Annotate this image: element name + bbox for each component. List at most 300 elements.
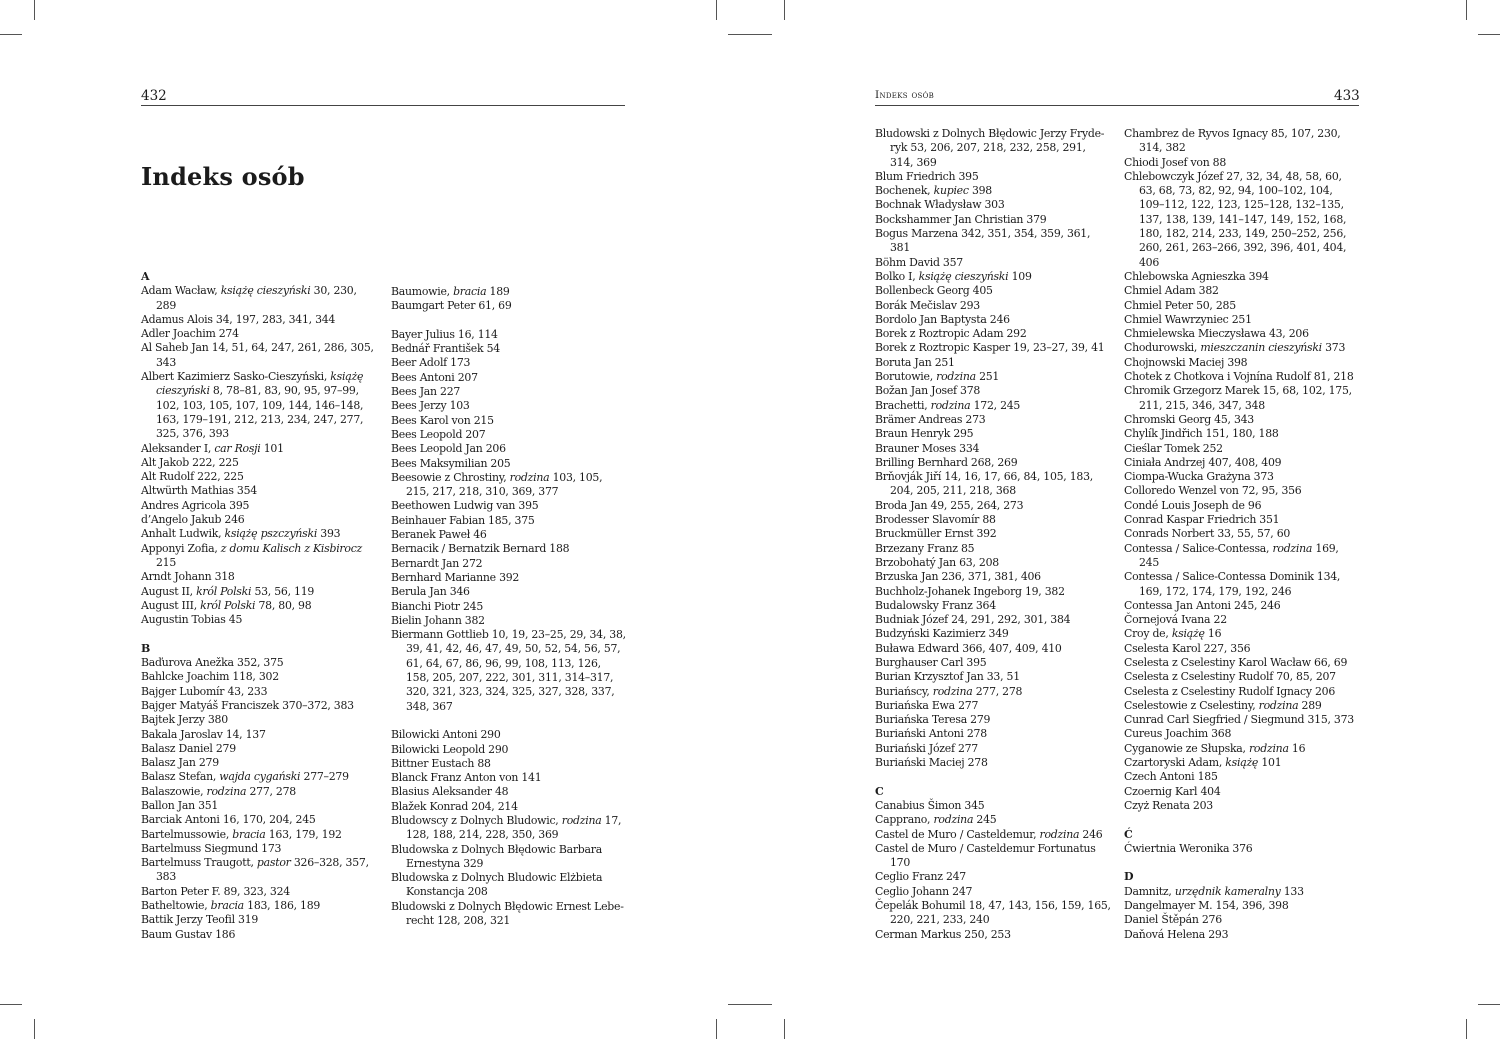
index-entry — [1124, 842, 1360, 856]
page-title: Indeks osób — [141, 162, 305, 191]
index-entry — [875, 184, 1111, 198]
entry-name: Bielin Johann 382 — [391, 613, 485, 627]
index-entry — [391, 843, 627, 872]
header-rule — [875, 105, 1359, 106]
entry-name: Balasz Daniel 279 — [141, 741, 236, 755]
entry-name: Buriańska Ewa 277 — [875, 698, 979, 712]
index-entry — [1124, 499, 1360, 513]
index-entry — [1124, 928, 1360, 942]
index-entry — [1124, 913, 1360, 927]
entry-descriptor: urzędnik kameralny — [1174, 884, 1281, 898]
entry-name: Chromski Georg 45, 343 — [1124, 412, 1254, 426]
index-entry — [1124, 442, 1360, 456]
index-entry — [1124, 799, 1360, 813]
index-entry — [391, 299, 627, 313]
index-entry — [1124, 327, 1360, 341]
entry-name: August III, — [141, 598, 201, 612]
index-entry — [1124, 899, 1360, 913]
section-gap — [141, 627, 377, 641]
index-entry — [875, 842, 1111, 871]
entry-name: Bilowicki Leopold 290 — [391, 742, 509, 756]
entry-name: Biermann Gottlieb 10, 19, 23–25, 29, 34, 38, 39, 41, 42, 46, 47, 49, 50, 52, 54, 56, 57, 61, 64, 67, 86, 96, 99, 108, 113, 126, 158, 205, 207, 222, 301, 311, 314–317, 320, 321, 323, 324, 325, 327, 328, 337, 348, 367 — [391, 628, 626, 713]
entry-name: Bees Leopold 207 — [391, 427, 486, 441]
right-page — [750, 0, 1500, 1039]
entry-name: Bernhard Marianne 392 — [391, 570, 520, 584]
entry-page-refs: 16 — [1204, 627, 1222, 641]
entry-descriptor: rodzina — [930, 398, 971, 412]
section-gap — [1124, 856, 1360, 870]
index-letter-heading: Ć — [1124, 827, 1133, 841]
index-entry — [1124, 370, 1360, 384]
index-entry — [391, 457, 627, 471]
entry-name: Brodesser Slavomír 88 — [875, 513, 996, 527]
entry-name: Condé Louis Joseph de 96 — [1124, 498, 1262, 512]
entry-name: Bittner Eustach 88 — [391, 756, 491, 770]
entry-page-refs: 398 — [968, 184, 992, 198]
entry-name: Burian Krzysztof Jan 33, 51 — [875, 670, 1020, 684]
index-entry — [875, 813, 1111, 827]
index-entry — [875, 356, 1111, 370]
index-entry — [391, 814, 627, 843]
entry-descriptor: rodzina — [1272, 541, 1313, 555]
index-entry — [391, 800, 627, 814]
entry-page-refs: 289 — [1298, 698, 1322, 712]
entry-name: Borek z Roztropic Adam 292 — [875, 327, 1027, 341]
index-entry — [1124, 656, 1360, 670]
entry-name: Castel de Muro / Casteldemur Fortunatus 170 — [875, 841, 1096, 870]
entry-descriptor: książę pszczyński — [224, 527, 318, 541]
entry-name: Cureus Joachim 368 — [1124, 727, 1232, 741]
entry-name: Čornejová Ivana 22 — [1124, 613, 1227, 627]
entry-name: Blum Friedrich 395 — [875, 169, 979, 183]
index-entry — [141, 899, 377, 913]
entry-name: Beranek Paweł 46 — [391, 528, 487, 542]
entry-descriptor: wajda cygański — [219, 770, 301, 784]
entry-descriptor: bracia — [232, 827, 266, 841]
entry-name: Bruckmüller Ernst 392 — [875, 527, 997, 541]
index-entry — [141, 585, 377, 599]
index-entry — [141, 699, 377, 713]
entry-name: Chlebowska Agnieszka 394 — [1124, 269, 1269, 283]
entry-name: Bartelmuss Traugott, — [141, 856, 257, 870]
entry-name: Cerman Markus 250, 253 — [875, 927, 1011, 941]
entry-name: Chojnowski Maciej 398 — [1124, 355, 1248, 369]
entry-name: Ballon Jan 351 — [141, 798, 219, 812]
index-entry — [141, 484, 377, 498]
entry-name: Braun Henryk 295 — [875, 427, 974, 441]
index-entry — [141, 313, 377, 327]
index-entry — [391, 785, 627, 799]
section-gap — [391, 314, 627, 328]
index-entry — [391, 557, 627, 571]
entry-name: Canabius Šimon 345 — [875, 798, 985, 812]
index-entry — [141, 570, 377, 584]
index-entry — [1124, 456, 1360, 470]
entry-name: Brzobohatý Jan 63, 208 — [875, 555, 999, 569]
index-entry — [1124, 413, 1360, 427]
entry-page-refs: 109 — [1008, 269, 1032, 283]
index-letter-heading: A — [141, 270, 150, 283]
entry-page-refs: 17, 128, 188, 214, 228, 350, 369 — [406, 813, 622, 842]
entry-page-refs: 373 — [1321, 341, 1346, 355]
index-entry — [391, 571, 627, 585]
index-entry — [141, 670, 377, 684]
index-entry — [875, 727, 1111, 741]
index-entry — [875, 556, 1111, 570]
index-entry — [1124, 642, 1360, 656]
entry-name: Budniak Józef 24, 291, 292, 301, 384 — [875, 613, 1071, 627]
entry-name: Blažek Konrad 204, 214 — [391, 799, 518, 813]
entry-name: Barciak Antoni 16, 170, 204, 245 — [141, 813, 316, 827]
entry-name: Czyż Renata 203 — [1124, 798, 1213, 812]
entry-name: Borutowie, — [875, 370, 937, 384]
index-entry — [391, 514, 627, 528]
entry-name: Brämer Andreas 273 — [875, 412, 986, 426]
entry-name: Bolko I, — [875, 269, 919, 283]
index-entry — [875, 685, 1111, 699]
index-entry — [1124, 785, 1360, 799]
entry-name: Contessa / Salice-Contessa, — [1124, 541, 1273, 555]
index-entry — [1124, 670, 1360, 684]
entry-descriptor: książę cieszyński — [918, 269, 1009, 283]
index-entry — [875, 928, 1111, 942]
index-letter-heading: C — [875, 784, 884, 798]
entry-name: Buriański Antoni 278 — [875, 727, 987, 741]
entry-name: Brňovják Jiří 14, 16, 17, 66, 84, 105, 183, 204, 205, 211, 218, 368 — [875, 470, 1093, 498]
index-entry — [391, 628, 627, 714]
page-number: 432 — [141, 88, 167, 104]
entry-name: Cselestowie z Cselestiny, — [1124, 698, 1259, 712]
entry-name: Bees Antoni 207 — [391, 370, 478, 384]
entry-name: Daniel Štěpán 276 — [1124, 913, 1222, 927]
entry-name: August II, — [141, 584, 197, 598]
entry-page-refs: 246 — [1079, 827, 1103, 841]
index-entry — [391, 385, 627, 399]
entry-name: Broda Jan 49, 255, 264, 273 — [875, 498, 1024, 512]
entry-name: Contessa Jan Antoni 245, 246 — [1124, 598, 1281, 612]
index-entry — [875, 270, 1111, 284]
entry-descriptor: mieszczanin cieszyński — [1200, 341, 1322, 355]
index-entry — [875, 413, 1111, 427]
index-entry — [1124, 270, 1360, 284]
entry-name: Bollenbeck Georg 405 — [875, 284, 993, 298]
entry-name: Buriański Maciej 278 — [875, 756, 988, 770]
index-letter-heading: B — [141, 641, 151, 655]
entry-name: Bernardt Jan 272 — [391, 556, 483, 570]
index-entry — [875, 613, 1111, 627]
entry-name: Bahlcke Joachim 118, 302 — [141, 670, 279, 684]
index-entry — [875, 384, 1111, 398]
entry-name: Czech Antoni 185 — [1124, 770, 1218, 784]
entry-name: Balasz Stefan, — [141, 770, 220, 784]
entry-name: Bees Maksymilian 205 — [391, 456, 511, 470]
entry-name: Brachetti, — [875, 398, 931, 412]
entry-name: Bakala Jaroslav 14, 137 — [141, 727, 266, 741]
index-entry — [1124, 384, 1360, 413]
entry-page-refs: 215 — [156, 555, 177, 569]
index-entry — [1124, 570, 1360, 599]
index-entry — [875, 227, 1111, 256]
index-entry — [875, 513, 1111, 527]
entry-page-refs: 169, 245 — [1139, 541, 1339, 569]
index-entry — [391, 428, 627, 442]
entry-name: Chiodi Josef von 88 — [1124, 155, 1227, 169]
index-entry — [391, 900, 627, 929]
index-entry — [875, 127, 1111, 170]
index-entry — [875, 570, 1111, 584]
entry-name: Alt Rudolf 222, 225 — [141, 470, 244, 484]
index-entry — [1124, 727, 1360, 741]
entry-page-refs: 393 — [317, 527, 341, 541]
entry-name: Brauner Moses 334 — [875, 441, 980, 455]
entry-name: Beethowen Ludwig van 395 — [391, 499, 539, 513]
index-entry — [1124, 127, 1360, 156]
section-gap — [1124, 813, 1360, 827]
entry-name: Colloredo Wenzel von 72, 95, 356 — [1124, 484, 1302, 498]
index-entry — [875, 327, 1111, 341]
index-entry — [875, 284, 1111, 298]
entry-name: Contessa / Salice-Contessa Dominik 134, 169, 172, 174, 179, 192, 246 — [1124, 570, 1341, 598]
entry-name: Adam Wacław, — [141, 284, 221, 298]
index-entry — [141, 442, 377, 456]
index-entry — [1124, 613, 1360, 627]
entry-descriptor: książę cieszyński — [156, 370, 364, 398]
entry-descriptor: rodzina — [933, 813, 974, 827]
index-entry — [391, 585, 627, 599]
index-entry — [875, 341, 1111, 355]
index-entry — [875, 456, 1111, 470]
entry-name: Brzezany Franz 85 — [875, 541, 975, 555]
entry-page-refs: 16 — [1288, 741, 1306, 755]
index-entry — [1124, 356, 1360, 370]
entry-name: Bees Jerzy 103 — [391, 399, 470, 413]
entry-name: Cieślar Tomek 252 — [1124, 441, 1223, 455]
entry-page-refs: 133 — [1280, 884, 1304, 898]
entry-name: Blanck Franz Anton von 141 — [391, 771, 542, 785]
index-entry — [875, 670, 1111, 684]
index-entry — [141, 527, 377, 541]
index-entry — [141, 499, 377, 513]
index-entry — [1124, 685, 1360, 699]
entry-name: Croy de, — [1124, 627, 1172, 641]
index-entry — [1124, 742, 1360, 756]
entry-name: Batheltowie, — [141, 899, 211, 913]
index-entry — [141, 327, 377, 341]
entry-name: Čepelák Bohumil 18, 47, 143, 156, 159, 165, 220, 221, 233, 240 — [875, 899, 1111, 927]
entry-name: Blasius Aleksander 48 — [391, 785, 509, 799]
index-entry — [141, 513, 377, 527]
entry-descriptor: książę — [1225, 756, 1259, 770]
index-entry — [391, 285, 627, 299]
entry-name: Ćwiertnia Weronika 376 — [1124, 841, 1253, 855]
index-entry — [875, 299, 1111, 313]
entry-name: Baum Gustav 186 — [141, 927, 236, 941]
entry-page-refs: 30, 230, 289 — [156, 284, 357, 312]
entry-name: Bordolo Jan Baptysta 246 — [875, 312, 1010, 326]
entry-name: Borek z Roztropic Kasper 19, 23–27, 39, 41 — [875, 341, 1105, 355]
index-entry — [1124, 427, 1360, 441]
entry-page-refs: 8, 78–81, 83, 90, 95, 97–99, 102, 103, 105, 107, 109, 144, 146–148, 163, 179–191, 212, 213, 234, 247, 277, 325, 376, 393 — [156, 384, 364, 441]
entry-page-refs: 277–279 — [300, 770, 349, 784]
index-entry — [141, 913, 377, 927]
index-column-4 — [1124, 127, 1360, 942]
index-entry — [1124, 756, 1360, 770]
index-entry — [391, 528, 627, 542]
index-column-2 — [391, 285, 627, 928]
entry-descriptor: książę — [1171, 627, 1205, 641]
index-entry — [875, 213, 1111, 227]
index-entry — [875, 427, 1111, 441]
entry-descriptor: pastor — [256, 856, 291, 870]
entry-name: Burghauser Carl 395 — [875, 655, 987, 669]
index-entry — [875, 470, 1111, 499]
index-entry — [391, 871, 627, 900]
entry-page-refs: 172, 245 — [970, 398, 1021, 412]
index-entry — [875, 198, 1111, 212]
entry-descriptor: król Polski — [196, 584, 252, 598]
index-entry — [1124, 513, 1360, 527]
index-entry — [141, 685, 377, 699]
index-entry — [391, 356, 627, 370]
index-entry — [1124, 527, 1360, 541]
entry-name: Chambrez de Ryvos Ignacy 85, 107, 230, 314, 382 — [1124, 127, 1341, 155]
index-entry — [1124, 299, 1360, 313]
index-entry — [141, 770, 377, 784]
entry-name: Budzyński Kazimierz 349 — [875, 627, 1009, 641]
entry-name: Budalowsky Franz 364 — [875, 598, 996, 612]
entry-name: Chmiel Adam 382 — [1124, 284, 1219, 298]
index-entry — [141, 542, 377, 571]
index-column-3 — [875, 127, 1111, 942]
entry-name: Bogus Marzena 342, 351, 354, 359, 361, 381 — [875, 227, 1091, 255]
entry-name: Borák Mečislav 293 — [875, 298, 980, 312]
index-entry — [875, 742, 1111, 756]
entry-name: Beinhauer Fabian 185, 375 — [391, 513, 535, 527]
entry-name: Czartoryski Adam, — [1124, 756, 1226, 770]
index-entry — [141, 613, 377, 627]
index-entry — [1124, 484, 1360, 498]
index-entry — [141, 813, 377, 827]
entry-name: Czoernig Karl 404 — [1124, 784, 1221, 798]
index-entry — [141, 284, 377, 313]
index-letter-heading: D — [1124, 870, 1134, 884]
index-entry — [391, 743, 627, 757]
index-entry — [1124, 627, 1360, 641]
entry-name: Bludowska z Dolnych Bludowic Elżbieta Konstancja 208 — [391, 871, 603, 899]
index-entry — [1124, 713, 1360, 727]
entry-name: Beer Adolf 173 — [391, 356, 471, 370]
entry-name: Bees Leopold Jan 206 — [391, 442, 506, 456]
entry-name: Chodurowski, — [1124, 341, 1201, 355]
entry-name: Bartelmuss Siegmund 173 — [141, 841, 282, 855]
index-entry — [875, 499, 1111, 513]
page-number: 433 — [1334, 88, 1360, 104]
entry-descriptor: rodzina — [932, 684, 973, 698]
entry-name: Cunrad Carl Siegfried / Siegmund 315, 373 — [1124, 713, 1354, 727]
entry-name: Bees Karol von 215 — [391, 413, 494, 427]
entry-name: Cselesta z Cselestiny Rudolf 70, 85, 207 — [1124, 670, 1336, 684]
index-entry — [391, 728, 627, 742]
index-entry — [141, 842, 377, 856]
index-entry — [141, 728, 377, 742]
entry-name: Cselesta z Cselestiny Rudolf Ignacy 206 — [1124, 684, 1336, 698]
index-entry — [1124, 470, 1360, 484]
index-entry — [141, 599, 377, 613]
index-entry — [875, 256, 1111, 270]
entry-page-refs: 245 — [973, 813, 997, 827]
index-entry — [1124, 885, 1360, 899]
section-gap — [875, 770, 1111, 784]
index-entry — [391, 771, 627, 785]
entry-page-refs: 277, 278 — [246, 784, 296, 798]
index-entry — [141, 341, 377, 370]
index-entry — [875, 527, 1111, 541]
header-rule — [141, 105, 625, 106]
index-entry — [875, 642, 1111, 656]
index-entry — [141, 370, 377, 441]
entry-name: Bludowscy z Dolnych Bludowic, — [391, 813, 562, 827]
entry-name: Buriański Józef 277 — [875, 741, 978, 755]
index-entry — [875, 399, 1111, 413]
entry-name: Aleksander I, — [141, 441, 215, 455]
entry-descriptor: król Polski — [200, 598, 256, 612]
entry-descriptor: rodzina — [509, 470, 550, 484]
entry-name: Alt Jakob 222, 225 — [141, 455, 239, 469]
index-entry — [875, 699, 1111, 713]
index-entry — [141, 785, 377, 799]
entry-name: Chromik Grzegorz Marek 15, 68, 102, 175, 211, 215, 346, 347, 348 — [1124, 384, 1352, 412]
entry-name: Damnitz, — [1124, 884, 1175, 898]
entry-descriptor: car Rosji — [214, 441, 261, 455]
index-entry — [875, 370, 1111, 384]
index-entry — [391, 328, 627, 342]
index-entry — [391, 414, 627, 428]
index-entry — [875, 627, 1111, 641]
index-entry — [1124, 599, 1360, 613]
index-entry — [141, 856, 377, 885]
section-gap — [391, 714, 627, 728]
entry-name: Cyganowie ze Słupska, — [1124, 741, 1249, 755]
entry-name: Bajtek Jerzy 380 — [141, 713, 228, 727]
entry-name: Adamus Alois 34, 197, 283, 341, 344 — [141, 312, 336, 326]
entry-name: Bianchi Piotr 245 — [391, 599, 484, 613]
entry-name: Chotek z Chotkova i Vojnína Rudolf 81, 218 — [1124, 370, 1354, 384]
entry-page-refs: 326–328, 357, 383 — [156, 856, 369, 884]
index-entry — [1124, 770, 1360, 784]
entry-name: Božan Jan Josef 378 — [875, 384, 981, 398]
entry-name: Adler Joachim 274 — [141, 327, 239, 341]
index-entry — [875, 656, 1111, 670]
entry-descriptor: rodzina — [936, 370, 976, 384]
entry-name: Castel de Muro / Casteldemur, — [875, 827, 1040, 841]
index-entry — [875, 313, 1111, 327]
entry-name: Ciniała Andrzej 407, 408, 409 — [1124, 455, 1282, 469]
index-entry — [875, 599, 1111, 613]
index-entry — [141, 470, 377, 484]
index-entry — [1124, 156, 1360, 170]
index-entry — [875, 585, 1111, 599]
entry-descriptor: kupiec — [933, 184, 969, 198]
entry-name: Buchholz-Johanek Ingeborg 19, 382 — [875, 584, 1065, 598]
entry-name: Boruta Jan 251 — [875, 355, 955, 369]
index-entry — [875, 170, 1111, 184]
entry-name: Bayer Julius 16, 114 — [391, 327, 498, 341]
index-entry — [391, 757, 627, 771]
index-entry — [141, 742, 377, 756]
index-entry — [1124, 699, 1360, 713]
entry-page-refs: 103, 105, 215, 217, 218, 310, 369, 377 — [406, 470, 603, 499]
entry-name: Augustin Tobias 45 — [141, 613, 243, 627]
